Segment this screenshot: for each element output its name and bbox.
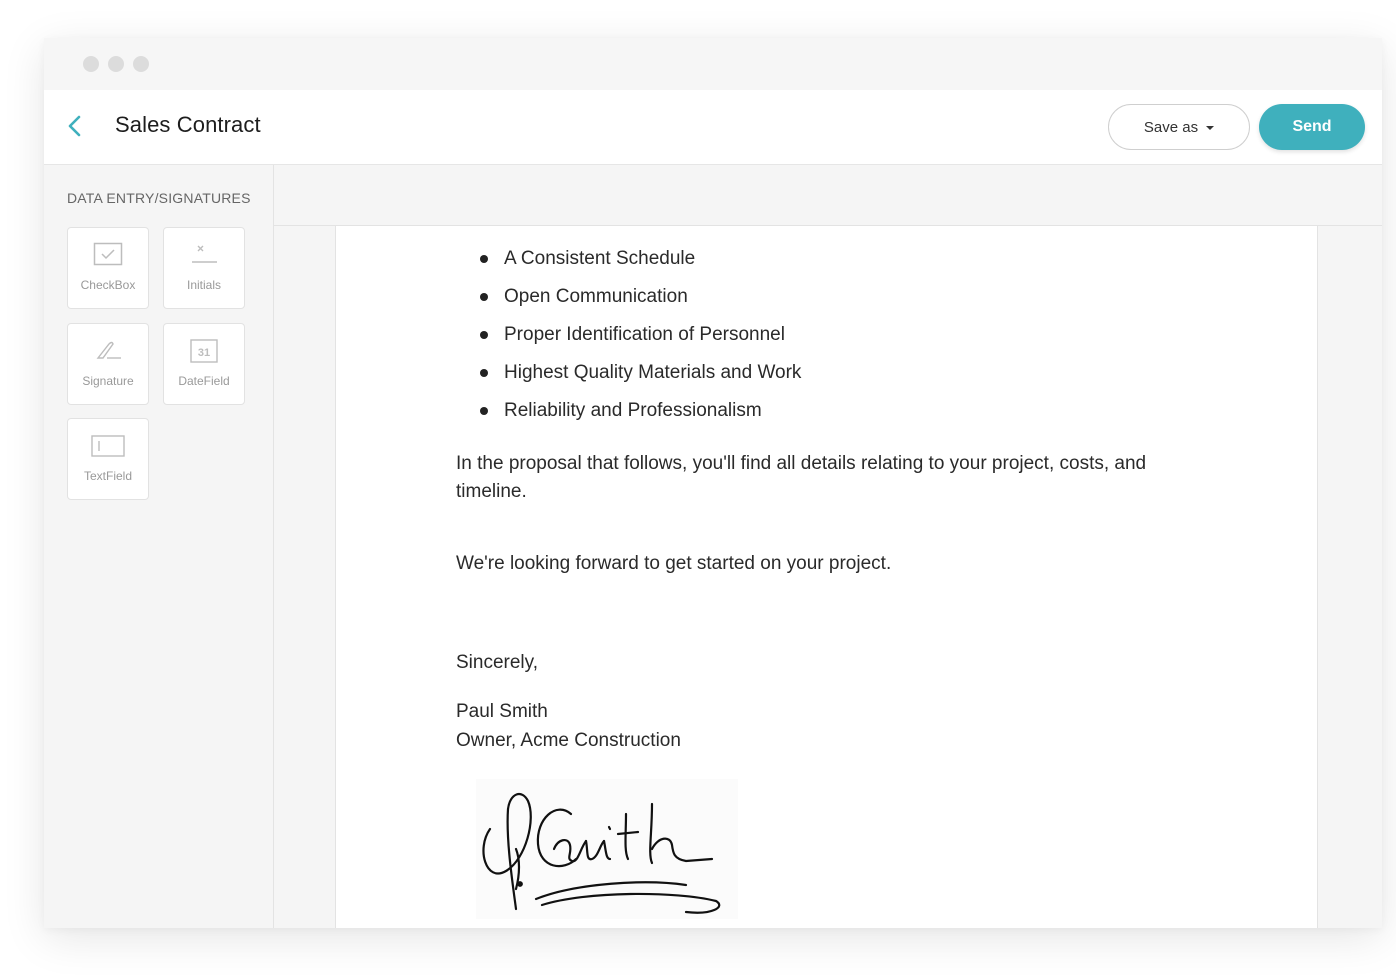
bullet-dot bbox=[480, 407, 488, 415]
tool-checkbox[interactable] bbox=[67, 227, 149, 309]
tool-signature[interactable] bbox=[67, 323, 149, 405]
document-toolbar bbox=[274, 165, 1382, 226]
window-zoom-dot[interactable] bbox=[133, 56, 149, 72]
document-area bbox=[274, 165, 1382, 928]
tool-textfield[interactable] bbox=[67, 418, 149, 500]
app-window bbox=[44, 38, 1382, 928]
tool-initials[interactable] bbox=[163, 227, 245, 309]
textfield-icon bbox=[68, 433, 148, 461]
tool-datefield[interactable] bbox=[163, 323, 245, 405]
bullet-dot bbox=[480, 255, 488, 263]
page-title: Sales Contract bbox=[115, 112, 261, 137]
closing-paragraph: We're looking forward to get started on your project. bbox=[456, 553, 892, 574]
bullet-dot bbox=[480, 331, 488, 339]
save-as-label: Save as bbox=[1143, 118, 1199, 136]
closing-salutation: Sincerely, bbox=[456, 652, 539, 673]
tool-label: DateField bbox=[178, 374, 230, 388]
save-as-button[interactable] bbox=[1108, 104, 1250, 150]
app-header bbox=[44, 90, 1382, 165]
calendar-icon-number: 31 bbox=[197, 347, 211, 359]
signer-title: Owner, Acme Construction bbox=[456, 730, 681, 751]
list-item bbox=[456, 282, 1216, 320]
window-close-dot[interactable] bbox=[83, 56, 99, 72]
list-item-text: Reliability and Professionalism bbox=[504, 400, 762, 421]
signature-icon bbox=[68, 338, 148, 366]
list-item bbox=[456, 358, 1216, 396]
sidebar-heading: DATA ENTRY/SIGNATURES bbox=[67, 190, 251, 206]
proposal-paragraph: In the proposal that follows, you'll find all details relating to your project, costs, and timeline. bbox=[456, 453, 1147, 502]
list-item bbox=[456, 244, 1216, 282]
checkbox-icon bbox=[68, 242, 148, 270]
window-minimize-dot[interactable] bbox=[108, 56, 124, 72]
tool-label: Signature bbox=[82, 374, 134, 388]
list-item bbox=[456, 396, 1216, 434]
bullet-dot bbox=[480, 293, 488, 301]
signer-name: Paul Smith bbox=[456, 701, 548, 722]
initials-icon bbox=[164, 242, 244, 270]
tool-label: TextField bbox=[83, 469, 133, 483]
send-button[interactable]: Send bbox=[1259, 104, 1365, 150]
list-item-text: Open Communication bbox=[504, 286, 688, 307]
list-item-text: A Consistent Schedule bbox=[504, 248, 696, 269]
document-content bbox=[456, 244, 1216, 751]
bullet-list bbox=[456, 244, 1216, 434]
list-item bbox=[456, 320, 1216, 358]
back-arrow-icon[interactable] bbox=[64, 112, 88, 140]
sidebar bbox=[44, 165, 274, 928]
caret-down-icon bbox=[1206, 126, 1214, 130]
bullet-dot bbox=[480, 369, 488, 377]
calendar-icon bbox=[164, 338, 244, 366]
window-titlebar bbox=[44, 38, 1382, 90]
tool-label: Initials bbox=[186, 278, 221, 292]
list-item-text: Proper Identification of Personnel bbox=[504, 324, 785, 345]
document-page[interactable] bbox=[335, 226, 1318, 928]
list-item-text: Highest Quality Materials and Work bbox=[504, 362, 802, 383]
handwritten-signature[interactable] bbox=[476, 779, 738, 919]
tool-label: CheckBox bbox=[80, 278, 136, 292]
